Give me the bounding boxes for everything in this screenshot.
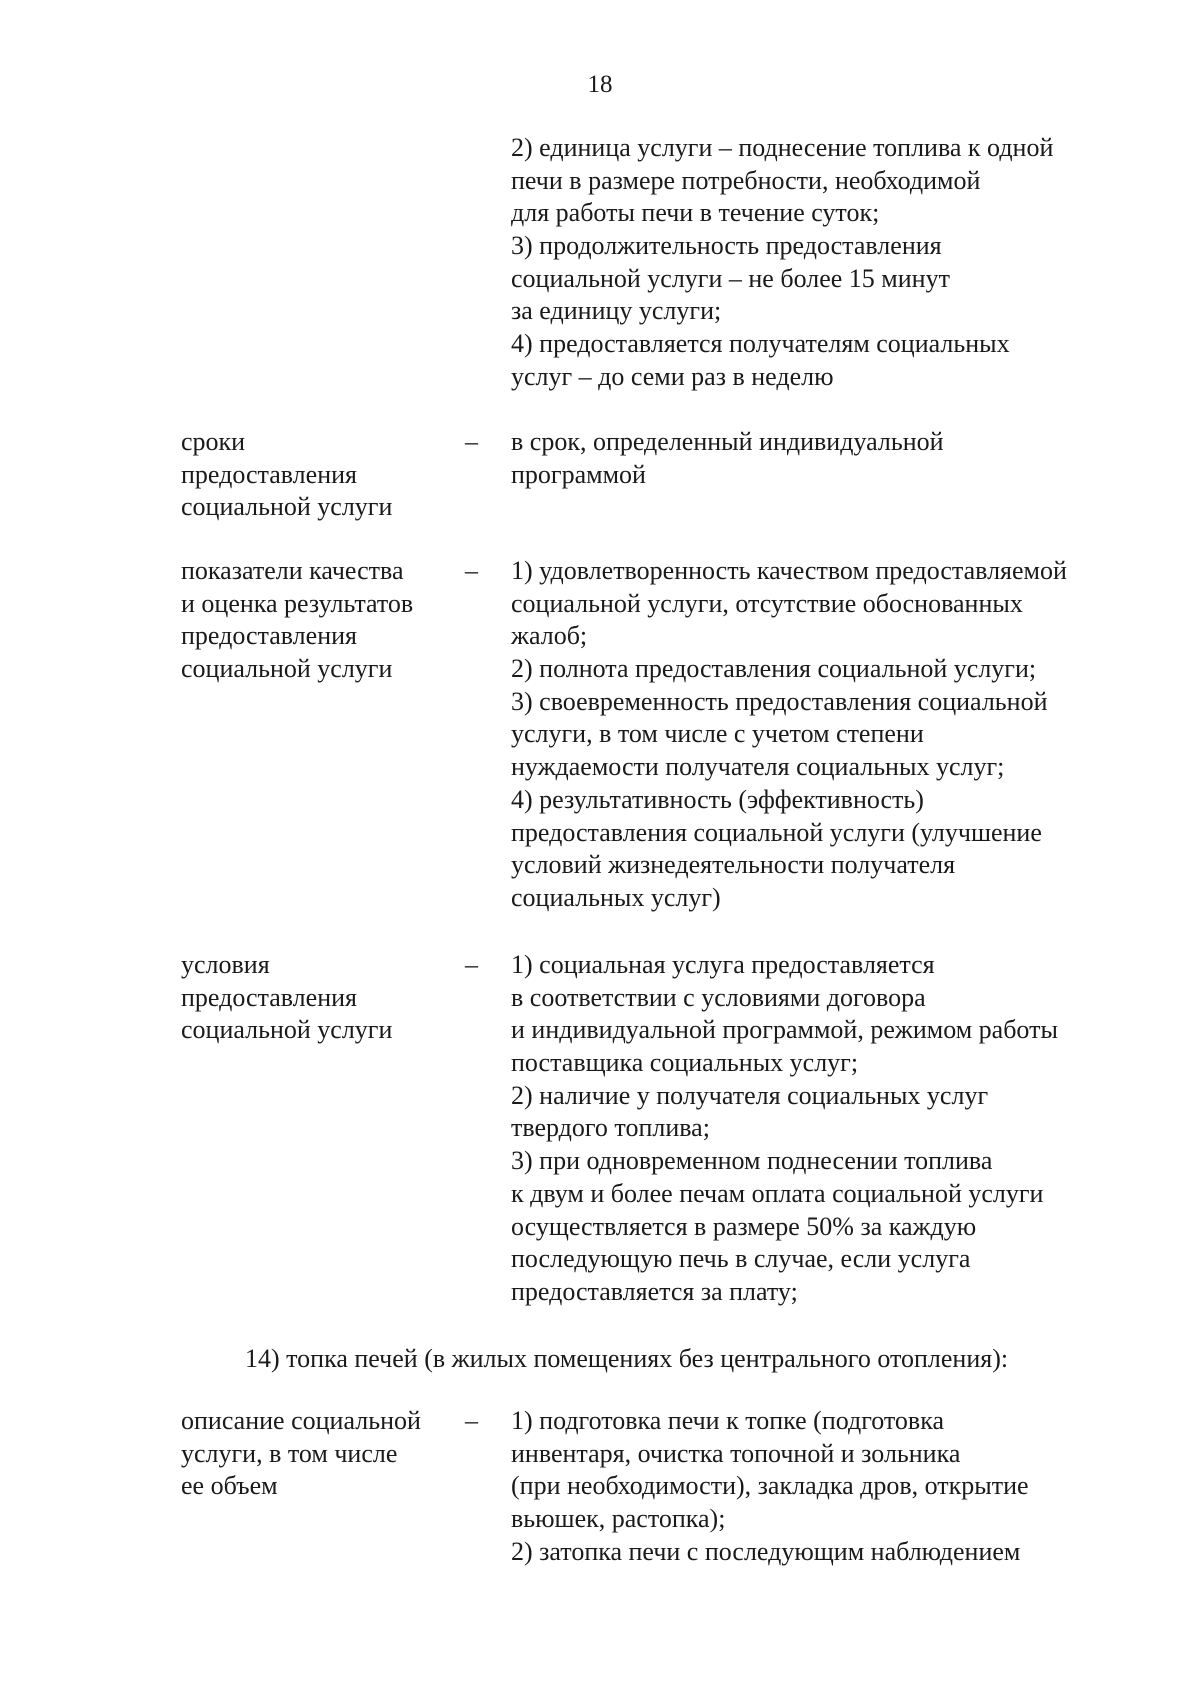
content-line: поставщика социальных услуг; <box>511 1048 859 1078</box>
label-line: социальной услуги <box>181 654 393 684</box>
content-line: вьюшек, растопка); <box>511 1504 726 1534</box>
label-line: условия <box>181 950 270 979</box>
content-line: печи в размере потребности, необходимой <box>511 165 981 195</box>
dash-separator: – <box>465 427 478 456</box>
content-line: 2) затопка печи с последующим наблюдением <box>511 1536 1021 1566</box>
content-line: осуществляется в размере 50% за каждую <box>511 1211 977 1241</box>
label-line: описание социальной <box>181 1406 421 1435</box>
content-line: твердого топлива; <box>511 1113 710 1143</box>
content-line: 3) продолжительность предоставления <box>511 231 942 261</box>
content-line: услуг – до семи раз в неделю <box>511 361 834 391</box>
label-line: предоставления <box>181 621 357 651</box>
content-line: услуги, в том числе с учетом степени <box>511 719 924 749</box>
content-line: за единицу услуги; <box>511 296 722 326</box>
label-line: и оценка результатов <box>181 588 414 618</box>
label-line: социальной услуги <box>181 492 393 522</box>
block-label <box>181 555 461 686</box>
block-label <box>181 1405 461 1503</box>
content-line: 3) своевременность предоставления социальной <box>511 686 1048 716</box>
block-content <box>511 555 1151 915</box>
content-line: 1) удовлетворенность качеством предоставляемой <box>511 556 1067 585</box>
content-line: социальной услуги, отсутствие обоснованных <box>511 588 1023 618</box>
content-line: инвентаря, очистка топочной и зольника <box>511 1438 961 1468</box>
content-line: условий жизнедеятельности получателя <box>511 850 956 880</box>
page-number: 18 <box>587 71 613 98</box>
content-line: и индивидуальной программой, режимом работы <box>511 1015 1058 1045</box>
label-line: социальной услуги <box>181 1015 393 1045</box>
content-line: 1) подготовка печи к топке (подготовка <box>511 1406 944 1435</box>
content-line: 4) предоставляется получателям социальных <box>511 329 1010 359</box>
block-label <box>181 426 461 524</box>
block-content <box>511 1405 1151 1568</box>
content-line: для работы печи в течение суток; <box>511 198 880 228</box>
content-line: жалоб; <box>511 621 588 651</box>
block-content <box>511 949 1151 1309</box>
content-line: в срок, определенный индивидуальной <box>511 427 944 456</box>
label-line: показатели качества <box>181 556 404 585</box>
content-line: предоставляется за плату; <box>511 1276 798 1306</box>
label-line: сроки <box>181 427 246 456</box>
dash-separator: – <box>465 950 478 979</box>
content-line: 2) полнота предоставления социальной услуги; <box>511 654 1037 684</box>
block-content <box>511 132 1151 394</box>
content-line: последующую печь в случае, если услуга <box>511 1244 971 1274</box>
content-line: 2) наличие у получателя социальных услуг <box>511 1080 989 1110</box>
block-content <box>511 426 1151 491</box>
dash-separator: – <box>465 1406 478 1435</box>
content-line: предоставления социальной услуги (улучшение <box>511 817 1042 847</box>
content-line: 4) результативность (эффективность) <box>511 784 924 814</box>
block-label <box>181 949 461 1047</box>
content-line: социальной услуги – не более 15 минут <box>511 263 950 293</box>
content-line: в соответствии с условиями договора <box>511 982 926 1012</box>
content-line: социальных услуг) <box>511 882 721 912</box>
section-heading: 14) топка печей (в жилых помещениях без центрального отопления): <box>245 1344 1009 1373</box>
label-line: предоставления <box>181 459 357 489</box>
content-line: программой <box>511 459 646 489</box>
label-line: предоставления <box>181 982 357 1012</box>
content-line: нуждаемости получателя социальных услуг; <box>511 752 1005 782</box>
content-line: 3) при одновременном поднесении топлива <box>511 1146 993 1176</box>
label-line: ее объем <box>181 1471 278 1501</box>
content-line: к двум и более печам оплата социальной услуги <box>511 1178 1044 1208</box>
content-line: (при необходимости), закладка дров, открытие <box>511 1471 1029 1501</box>
content-line: 2) единица услуги – поднесение топлива к одной <box>511 133 1054 162</box>
dash-separator: – <box>465 556 478 585</box>
content-line: 1) социальная услуга предоставляется <box>511 950 935 979</box>
label-line: услуги, в том числе <box>181 1438 398 1468</box>
